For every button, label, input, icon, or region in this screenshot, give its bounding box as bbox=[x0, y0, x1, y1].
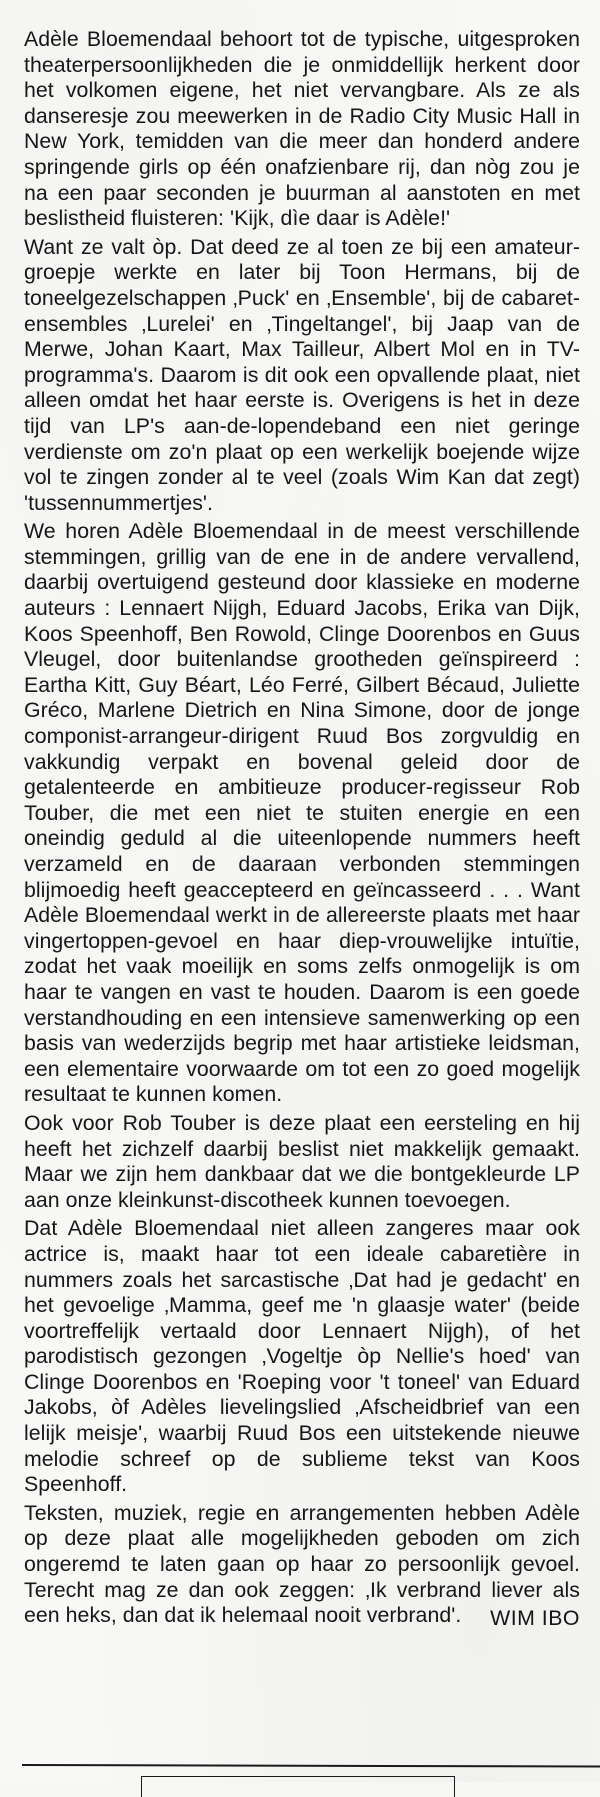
paragraph-career: Want ze valt òp. Dat deed ze al toen ze bij een amateur-groepje werkte en later bij Toon Hermans, bij de toneelgezelschappen ‚Puck' en ‚Ensemble', bij de cabaret-ensembles ‚Lurelei' en ‚Tingeltangel', bij Jaap van de Merwe, Johan Kaart, Max Tailleur, Albert Mol en in TV-programma's. Daarom is dit ook een opvallende plaat, niet alleen omdat het haar eerste is. Overigens is het in deze tijd van LP's aan-de-lopendeband een niet geringe verdienste om zo'n plaat op een werkelijk boejende wijze vol te zingen zonder al te veel (zoals Wim Kan dat zegt) 'tussennummertjes'. bbox=[24, 234, 580, 515]
paragraph-closing: Teksten, muziek, regie en arrangementen hebben Adèle op deze plaat alle mogelijkheden geboden om zich ongeremd te laten gaan op haar zo persoonlijk gevoel. Terecht mag ze dan ook zeggen: ‚Ik verbrand liever als een heks, dan dat ik helemaal nooit verbrand'. bbox=[24, 1500, 580, 1628]
paragraph-intro: Adèle Bloemendaal behoort tot de typische, uitgesproken theaterpersoonlijkheden die je onmiddellijk herkent door het volkomen eigene, het niet vervangbare. Als ze als danseresje zou meewerken in de Radio City Music Hall in New York, temidden van die meer dan honderd andere springende girls op één onafzienbare rij, dan nòg zou je na een paar seconden je buurman al aanstoten en met beslistheid fluisteren: 'Kijk, dìe daar is Adèle!' bbox=[24, 27, 580, 231]
paragraph-producer: Ook voor Rob Touber is deze plaat een eersteling en hij heeft het zichzelf daarbij beslist niet makkelijk gemaakt. Maar we zijn hem dankbaar dat we die bontgekleurde LP aan onze kleinkunst-discotheek kunnen toevoegen. bbox=[24, 1110, 580, 1212]
bottom-frame-box bbox=[141, 1776, 455, 1797]
liner-notes-article bbox=[24, 27, 580, 1631]
paragraph-actress-songs: Dat Adèle Bloemendaal niet alleen zangeres maar ook actrice is, maakt haar tot een ideale cabaretière in nummers zoals het sarcastische ‚Dat had je gedacht' en het gevoelige ‚Mamma, geef me 'n glaasje water' (beide voortreffelijk vertaald door Lennaert Nijgh), of het parodistisch gezongen ‚Vogeltje òp Nellie's hoed' van Clinge Doorenbos en 'Roeping voor 't toneel' van Eduard Jakobs, òf Adèles lievelingslied ‚Afscheidbrief van een lelijk meisje', waarbij Ruud Bos een uitstekende nieuwe melodie schreef op de sublieme tekst van Koos Speenhoff. bbox=[24, 1216, 580, 1497]
paragraph-moods-authors: We horen Adèle Bloemendaal in de meest verschillende stemmingen, grillig van de ene in de andere vervallend, daarbij overtuigend gesteund door klassieke en moderne auteurs : Lennaert Nijgh, Eduard Jacobs, Erika van Dijk, Koos Speenhoff, Ben Rowold, Clinge Doorenbos en Guus Vleugel, door buitenlandse grootheden geïnspireerd : Eartha Kitt, Guy Béart, Léo Ferré, Gilbert Bécaud, Juliette Gréco, Marlene Dietrich en Nina Simone, door de jonge componist-arrangeur-dirigent Ruud Bos zorgvuldig en vakkundig verpakt en bovenal geleid door de getalenteerde en ambitieuze producer-regisseur Rob Touber, die met een niet te stuiten energie en een oneindig geduld al die uiteenlopende nummers heeft verzameld en de daaraan verbonden stemmingen blijmoedig heeft geaccepteerd en geïncasseerd . . . Want Adèle Bloemendaal werkt in de allereerste plaats met haar vingertoppen-gevoel en haar diep-vrouwelijke intuïtie, zodat het vaak moeilijk en soms zelfs onmogelijk is om haar te vangen en vast te houden. Daarom is een goede verstandhouding en een intensieve samenwerking op een basis van wederzijds begrip met haar artistieke leidsman, een elementaire voorwaarde om tot een zo goed mogelijk resultaat te kunnen komen. bbox=[24, 519, 580, 1107]
author-signature: WIM IBO bbox=[490, 1605, 580, 1630]
horizontal-rule bbox=[22, 1764, 600, 1768]
